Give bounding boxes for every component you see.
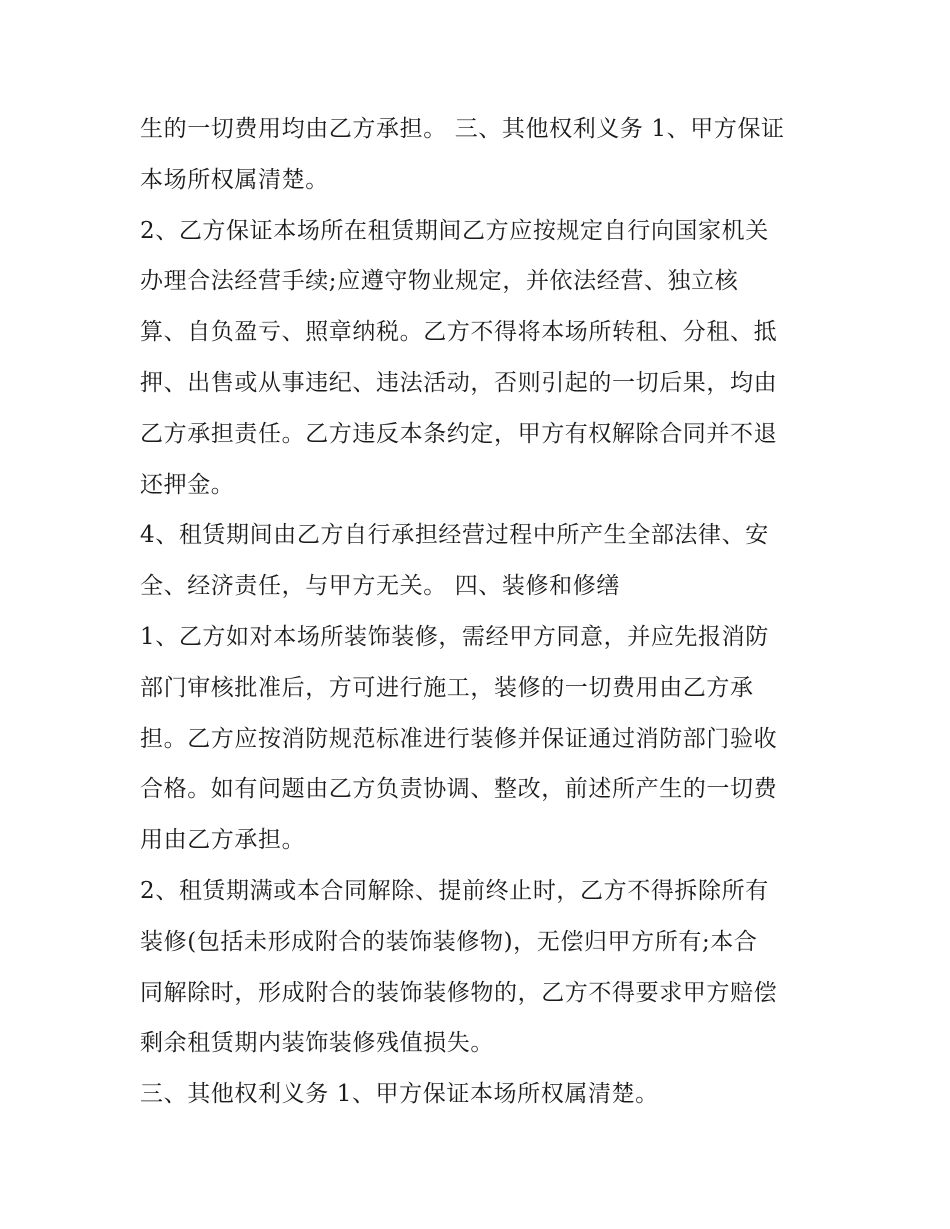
- text-line: 全、经济责任，与甲方无关。 四、装修和修缮: [140, 573, 620, 600]
- text-line: 合格。如有问题由乙方负责协调、整改，前述所产生的一切费: [140, 776, 778, 803]
- text-line: 1、乙方如对本场所装饰装修，需经甲方同意，并应先报消防: [140, 623, 769, 650]
- text-line: 用由乙方承担。: [140, 827, 306, 854]
- text-line: 担。乙方应按消防规范标准进行装修并保证通过消防部门验收: [140, 725, 778, 752]
- text-line: 三、其他权利义务 1、甲方保证本场所权属清楚。: [140, 1081, 659, 1108]
- text-line: 还押金。: [140, 471, 235, 498]
- text-line: 算、自负盈亏、照章纳税。乙方不得将本场所转租、分租、抵: [140, 319, 778, 346]
- text-line: 部门审核批准后，方可进行施工，装修的一切费用由乙方承: [140, 674, 754, 701]
- text-line: 2、租赁期满或本合同解除、提前终止时，乙方不得拆除所有: [140, 877, 769, 904]
- text-line: 同解除时，形成附合的装饰装修物的，乙方不得要求甲方赔偿: [140, 979, 778, 1006]
- text-line: 乙方承担责任。乙方违反本条约定，甲方有权解除合同并不退: [140, 420, 778, 447]
- text-line: 装修(包括未形成附合的装饰装修物)，无偿归甲方所有;本合: [140, 928, 758, 955]
- text-line: 生的一切费用均由乙方承担。 三、其他权利义务 1、甲方保证: [140, 116, 785, 142]
- text-line: 4、租赁期间由乙方自行承担经营过程中所产生全部法律、安: [140, 522, 769, 549]
- text-line: 本场所权属清楚。: [140, 166, 329, 193]
- text-line: 2、乙方保证本场所在租赁期间乙方应按规定自行向国家机关: [140, 217, 769, 244]
- text-line: 押、出售或从事违纪、违法活动，否则引起的一切后果，均由: [140, 369, 778, 396]
- text-line: 剩余租赁期内装饰装修残值损失。: [140, 1030, 494, 1057]
- document-body: [140, 104, 820, 1120]
- text-line: 办理合法经营手续;应遵守物业规定，并依法经营、独立核: [140, 268, 739, 295]
